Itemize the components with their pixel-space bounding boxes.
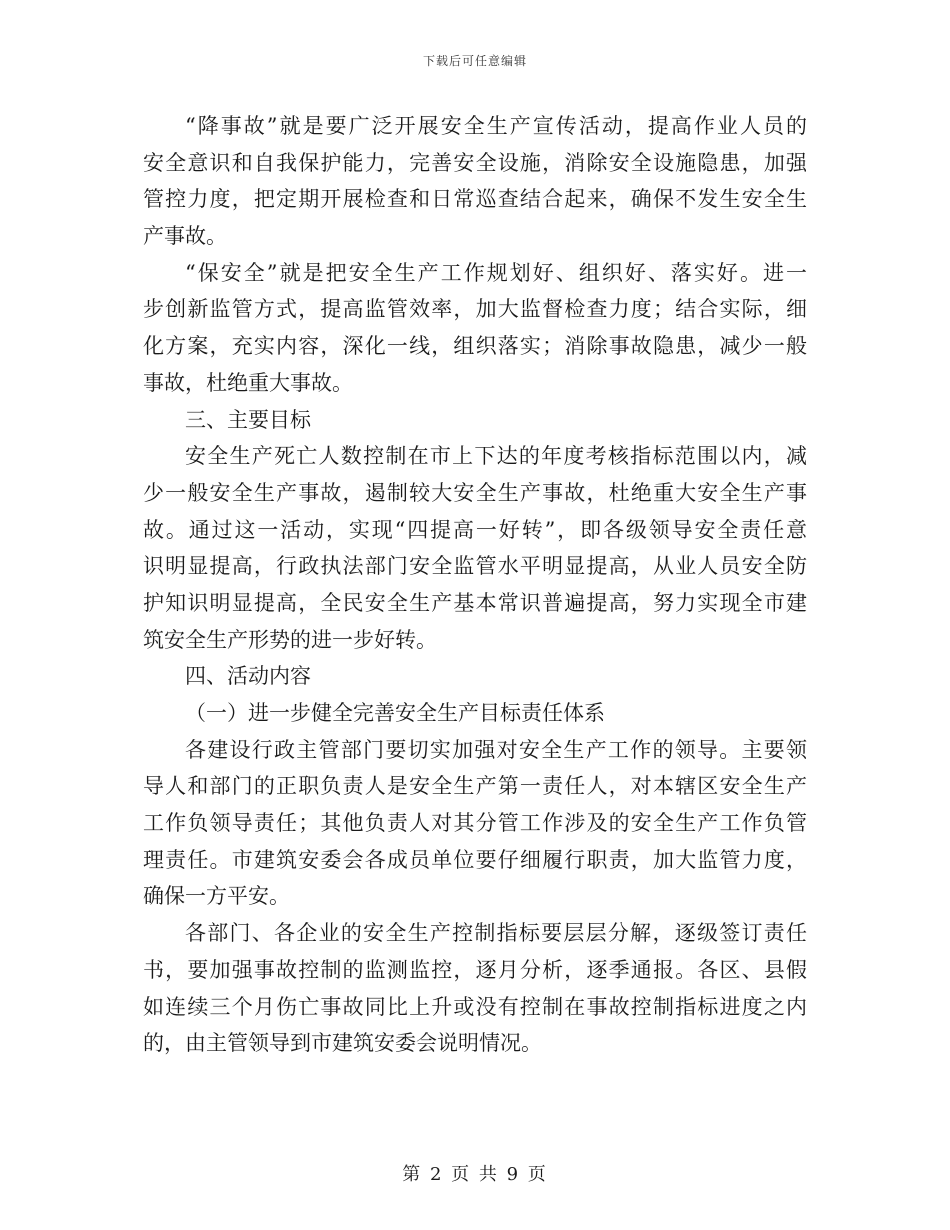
- text-line: 事故，杜绝重大事故。: [143, 370, 353, 395]
- text-line: 理责任。市建筑安委会各成员单位要仔细履行职责，加大监管力度，: [143, 847, 807, 872]
- text-line: 工作负领导责任；其他负责人对其分管工作涉及的安全生产工作负管: [143, 811, 807, 836]
- text-line: “降事故”就是要广泛开展安全生产宣传活动，提高作业人员的: [185, 114, 807, 138]
- page-footer: 第 2 页 共 9 页: [402, 1164, 548, 1185]
- text-line: 故。通过这一活动，实现“四提高一好转”，即各级领导安全责任意: [143, 517, 807, 542]
- text-line: 如连续三个月伤亡事故同比上升或没有控制在事故控制指标进度之内: [143, 994, 807, 1019]
- subsection-heading: （一）进一步健全完善安全生产目标责任体系: [185, 701, 605, 725]
- text-line: 各部门、各企业的安全生产控制指标要层层分解，逐级签订责任: [185, 921, 807, 946]
- text-line: 少一般安全生产事故，遏制较大安全生产事故，杜绝重大安全生产事: [143, 480, 807, 505]
- section-heading: 四、活动内容: [185, 664, 311, 689]
- paragraph: [143, 255, 807, 402]
- text-line: 安全生产死亡人数控制在市上下达的年度考核指标范围以内，减: [185, 444, 807, 469]
- text-line: 的，由主管领导到市建筑安委会说明情况。: [143, 1031, 542, 1056]
- text-line: 识明显提高，行政执法部门安全监管水平明显提高，从业人员安全防: [143, 554, 807, 579]
- text-line: 护知识明显提高，全民安全生产基本常识普遍提高，努力实现全市建: [143, 590, 807, 615]
- text-line: “保安全”就是把安全生产工作规划好、组织好、落实好。进一: [185, 260, 807, 285]
- text-line: 各建设行政主管部门要切实加强对安全生产工作的领导。主要领: [185, 737, 807, 762]
- paragraph: [143, 438, 807, 658]
- text-line: 步创新监管方式，提高监管效率，加大监督检查力度；结合实际，细: [143, 297, 807, 322]
- text-line: 安全意识和自我保护能力，完善安全设施，消除安全设施隐患，加强: [143, 150, 807, 175]
- text-line: 确保一方平安。: [143, 884, 290, 909]
- text-line: 导人和部门的正职负责人是安全生产第一责任人，对本辖区安全生产: [143, 774, 807, 799]
- paragraph: [143, 108, 807, 255]
- paragraph: [143, 732, 807, 915]
- document-body: [143, 108, 807, 1062]
- paragraph: [143, 915, 807, 1062]
- page-header: 下载后可任意编辑: [422, 54, 527, 68]
- section-heading: 三、主要目标: [185, 407, 311, 432]
- text-line: 化方案，充实内容，深化一线，组织落实；消除事故隐患，减少一般: [143, 334, 807, 359]
- text-line: 产事故。: [143, 224, 227, 249]
- text-line: 书，要加强事故控制的监测监控，逐月分析，逐季通报。各区、县假: [143, 957, 807, 982]
- text-line: 管控力度，把定期开展检查和日常巡查结合起来，确保不发生安全生: [143, 187, 807, 212]
- text-line: 筑安全生产形势的进一步好转。: [143, 627, 437, 652]
